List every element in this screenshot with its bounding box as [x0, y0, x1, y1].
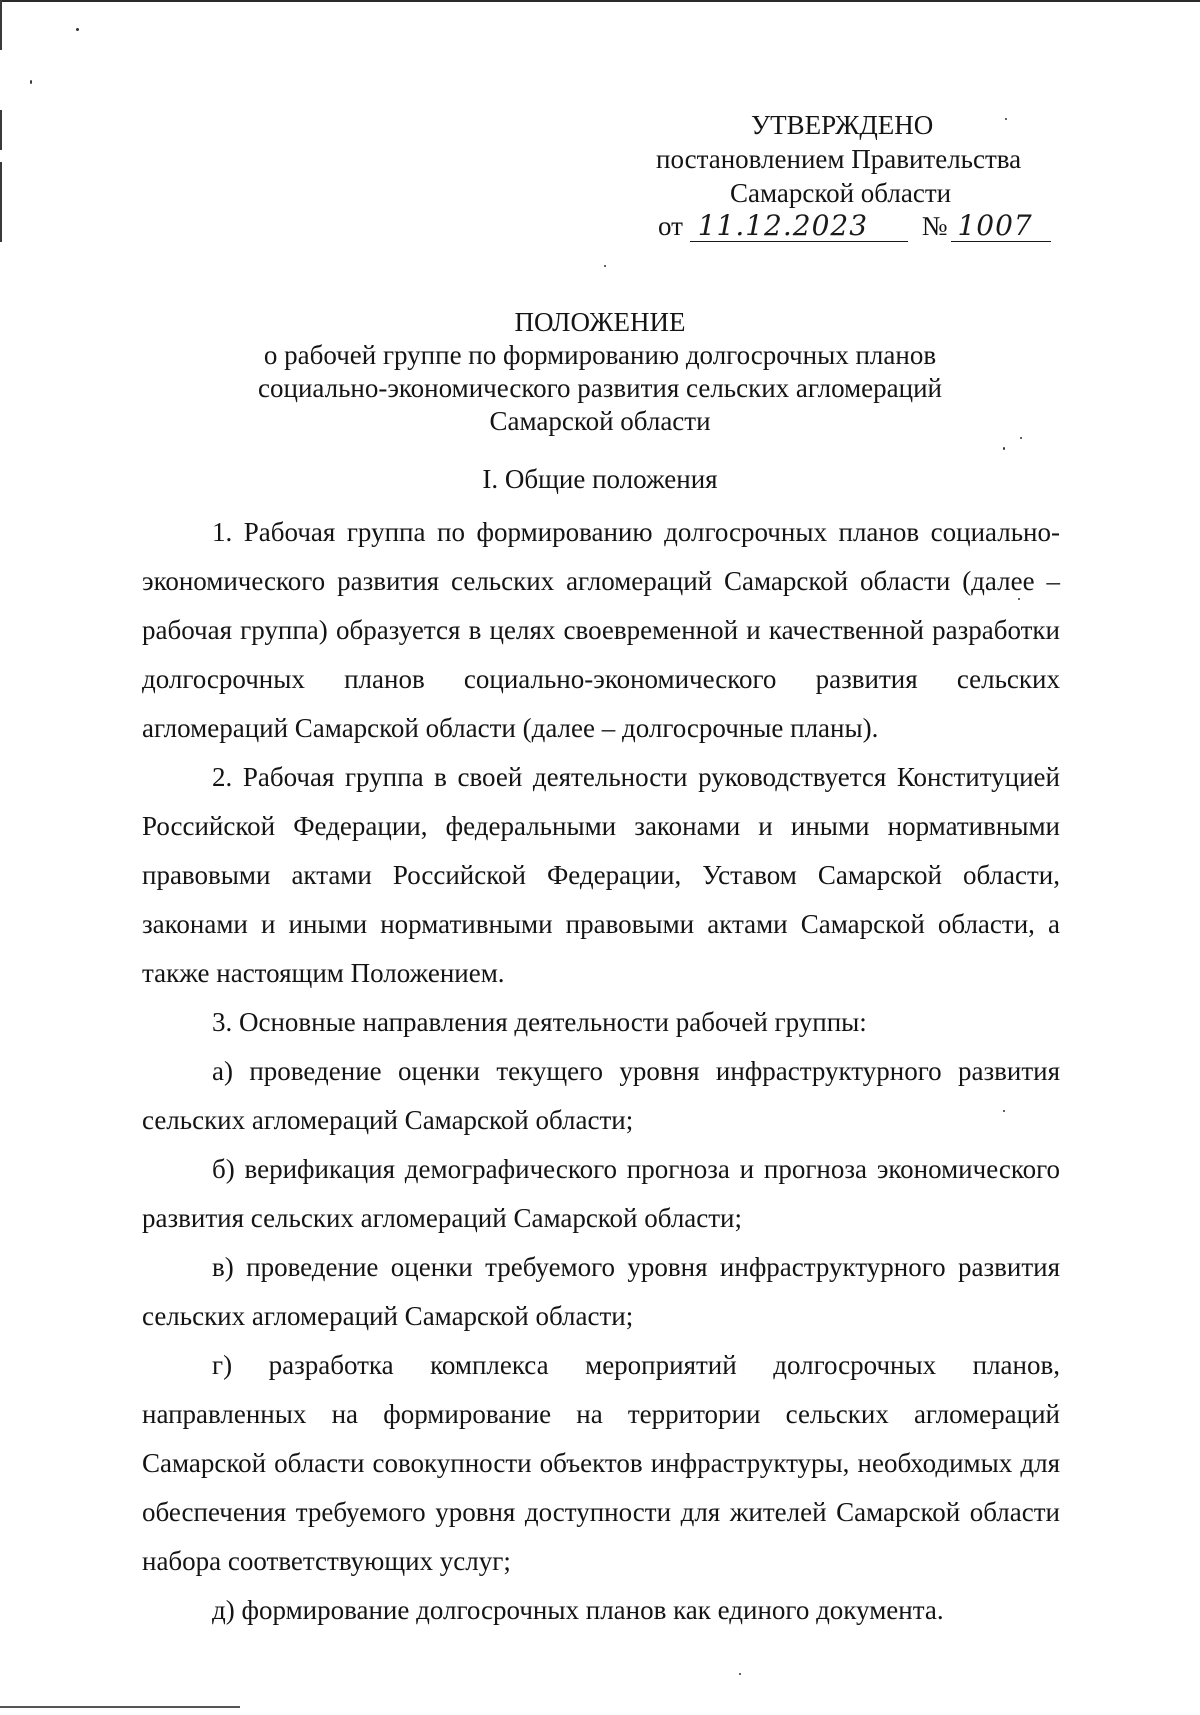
scan-speck	[739, 1673, 741, 1675]
number-sign: №	[921, 211, 948, 241]
paragraph-1: 1. Рабочая группа по формированию долгосрочных планов социально-экономического развития сельских агломераций Самарской области (далее – рабочая группа) образуется в целях своевременной и качественной разработки долгосрочных планов социально-экономического развития сельских агломераций Самарской области (далее – долгосрочные планы).	[142, 517, 1060, 743]
list-item-a: а) проведение оценки текущего уровня инфраструктурного развития сельских агломераций Самарской области;	[142, 1056, 1060, 1135]
document-body	[142, 508, 1060, 1635]
document-heading	[0, 306, 1200, 438]
approval-date-number-line	[640, 209, 1060, 243]
list-item-v: в) проведение оценки требуемого уровня инфраструктурного развития сельских агломераций Самарской области;	[142, 1252, 1060, 1331]
document-subtitle-line: о рабочей группе по формированию долгосрочных планов	[263, 340, 937, 370]
handwritten-number: 1007	[951, 211, 1051, 242]
scan-speck	[30, 80, 32, 84]
approval-stamp-block	[640, 108, 1060, 243]
handwritten-date: 11.12.2023	[690, 211, 908, 242]
scan-edge-left	[0, 0, 2, 50]
approval-region: Самарской области	[730, 178, 952, 208]
document-title: ПОЛОЖЕНИЕ	[514, 307, 686, 337]
list-item-g: г) разработка комплекса мероприятий долгосрочных планов, направленных на формирование на территории сельских агломераций Самарской области совокупности объектов инфраструктуры, необходимых для обеспечения требуемого уровня доступности для жителей Самарской области набора соответствующих услуг;	[142, 1350, 1060, 1576]
scan-edge-bottom	[0, 1706, 240, 1708]
date-label: от	[658, 211, 683, 241]
approval-authority: постановлением Правительства	[656, 144, 1022, 174]
approval-heading: УТВЕРЖДЕНО	[751, 110, 934, 140]
scan-edge-left	[0, 110, 2, 150]
document-subtitle-line: Самарской области	[489, 406, 711, 436]
scan-edge-left	[0, 162, 2, 242]
scan-speck	[1003, 447, 1005, 450]
document-subtitle-line: социально-экономического развития сельских агломераций	[258, 373, 942, 403]
scan-speck	[604, 265, 606, 267]
paragraph-3: 3. Основные направления деятельности рабочей группы:	[212, 1007, 867, 1037]
section-title: I. Общие положения	[482, 464, 718, 494]
scan-speck	[76, 28, 79, 31]
list-item-b: б) верификация демографического прогноза и прогноза экономического развития сельских агломераций Самарской области;	[142, 1154, 1060, 1233]
scan-edge-top	[0, 0, 1200, 2]
list-item-d: д) формирование долгосрочных планов как единого документа.	[212, 1595, 944, 1625]
paragraph-2: 2. Рабочая группа в своей деятельности руководствуется Конституцией Российской Федерации, федеральными законами и иными нормативными правовыми актами Российской Федерации, Уставом Самарской области, законами и иными нормативными правовыми актами Самарской области, а также настоящим Положением.	[142, 762, 1060, 988]
